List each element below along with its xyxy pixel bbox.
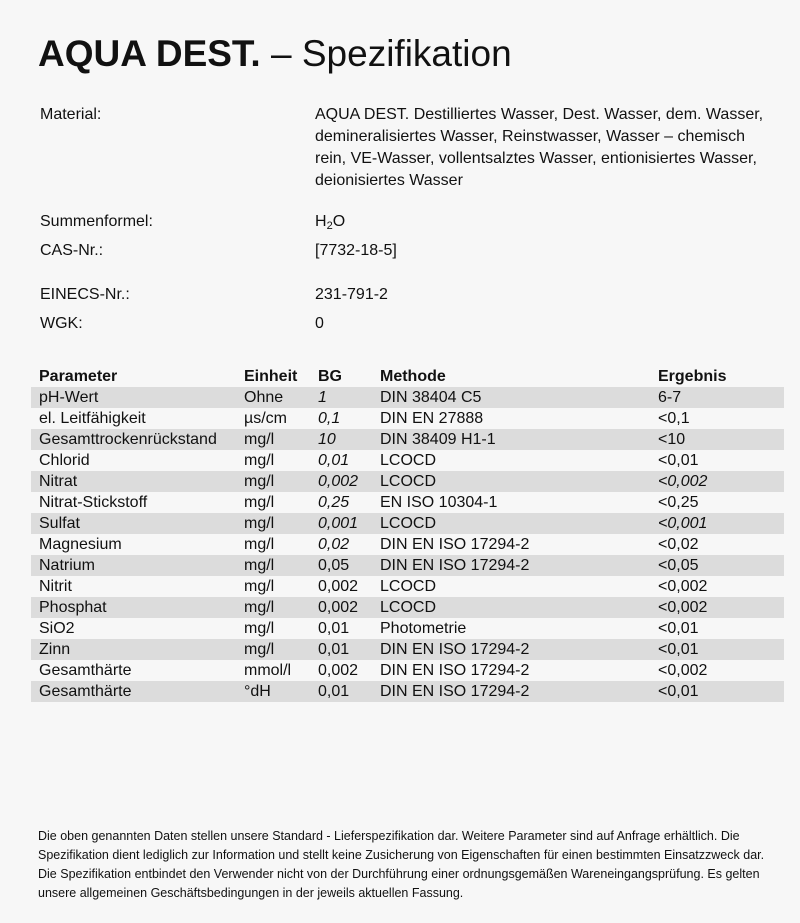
cell-unit: mg/l [244,494,275,511]
cell-unit: mg/l [244,431,275,448]
cell-parameter: Natrium [39,557,96,574]
table-row [31,450,784,471]
table-row [31,681,784,702]
header-bg: BG [318,367,342,385]
specification-table [31,365,784,702]
cell-unit: µs/cm [244,410,287,427]
cell-method: EN ISO 10304-1 [380,494,498,511]
table-row [31,618,784,639]
cell-bg: 0,002 [318,662,359,679]
cell-method: DIN EN ISO 17294-2 [380,536,530,553]
cell-bg: 0,01 [318,641,350,658]
header-result: Ergebnis [658,367,727,385]
cell-parameter: Zinn [39,641,71,658]
cell-bg: 10 [318,431,336,448]
cell-bg: 0,01 [318,683,350,700]
cell-parameter: Magnesium [39,536,122,553]
cell-unit: mg/l [244,641,275,658]
cell-result: <0,002 [658,599,708,616]
cell-bg: 0,002 [318,473,359,490]
cell-result: <10 [658,431,686,448]
cell-parameter: Chlorid [39,452,90,469]
cas-label: CAS-Nr.: [40,242,104,259]
table-row [31,492,784,513]
table-row [31,534,784,555]
page-title [38,30,512,78]
cell-result: <0,01 [658,641,699,658]
table-row [31,555,784,576]
cell-bg: 0,05 [318,557,350,574]
table-row [31,471,784,492]
cell-parameter: Gesamthärte [39,683,132,700]
formula-subscript: 2 [326,220,333,232]
material-value: AQUA DEST. Destilliertes Wasser, Dest. Wasser, dem. Wasser, demineralisiertes Wasser, Reinstwasser, Wasser – chemisch rein, VE-Wasser, vollentsalztes Wasser, entionisiertes Wasser, deionisiertes Wasser [315,106,764,189]
cell-bg: 0,1 [318,410,341,427]
cell-method: LCOCD [380,515,437,532]
cell-bg: 0,002 [318,578,359,595]
cell-result: <0,25 [658,494,699,511]
cell-result: <0,01 [658,683,699,700]
cell-method: LCOCD [380,452,437,469]
cell-result: <0,002 [658,662,708,679]
table-row [31,660,784,681]
title-product: AQUA DEST. [38,33,261,74]
cell-parameter: Sulfat [39,515,80,532]
cell-method: DIN EN ISO 17294-2 [380,662,530,679]
cell-method: DIN 38404 C5 [380,389,482,406]
cell-parameter: SiO2 [39,620,75,637]
cell-parameter: el. Leitfähigkeit [39,410,146,427]
cell-parameter: pH-Wert [39,389,99,406]
cell-bg: 0,01 [318,620,350,637]
cell-result: <0,02 [658,536,699,553]
cell-result: <0,1 [658,410,690,427]
cell-result: <0,001 [658,515,708,532]
cell-result: <0,05 [658,557,699,574]
cell-unit: mg/l [244,452,275,469]
formula-label: Summenformel: [40,213,153,230]
cell-unit: mg/l [244,578,275,595]
formula-value [315,211,775,233]
cell-result: <0,01 [658,620,699,637]
cell-bg: 0,002 [318,599,359,616]
header-unit: Einheit [244,367,298,385]
einecs-label: EINECS-Nr.: [40,286,130,303]
cell-bg: 1 [318,389,327,406]
table-row [31,387,784,408]
cell-result: 6-7 [658,389,682,406]
wgk-value: 0 [315,315,324,332]
formula-h: H [315,213,327,230]
cell-unit: mg/l [244,536,275,553]
cell-method: DIN EN ISO 17294-2 [380,641,530,658]
cell-method: LCOCD [380,473,437,490]
cell-bg: 0,001 [318,515,359,532]
cell-bg: 0,01 [318,452,350,469]
cell-parameter: Gesamthärte [39,662,132,679]
table-row [31,513,784,534]
table-row [31,408,784,429]
cell-unit: mg/l [244,473,275,490]
formula-o: O [332,213,346,230]
cell-parameter: Nitrat [39,473,78,490]
cell-method: DIN EN ISO 17294-2 [380,683,530,700]
table-row [31,429,784,450]
cell-parameter: Nitrat-Stickstoff [39,494,148,511]
cell-unit: Ohne [244,389,284,406]
table-row [31,597,784,618]
cell-parameter: Gesamttrockenrückstand [39,431,217,448]
cell-unit: mg/l [244,515,275,532]
cell-method: DIN EN ISO 17294-2 [380,557,530,574]
cell-bg: 0,02 [318,536,350,553]
header-parameter: Parameter [39,367,118,385]
einecs-value: 231-791-2 [315,286,388,303]
cell-bg: 0,25 [318,494,350,511]
cell-unit: mg/l [244,557,275,574]
wgk-label: WGK: [40,315,83,332]
disclaimer-text: Die oben genannten Daten stellen unsere Standard - Lieferspezifikation dar. Weitere Parameter sind auf Anfrage erhältlich. Die Spezifikation dient lediglich zur Information und stellt keine Zusicherung von Eigenschaften für einen bestimmten Einsatzzweck dar. Die Spezifikation entbindet den Verwender nicht von der Durchführung einer ordnungsgemäßen Wareneingangsprüfung. Es gelten unsere allgemeinen Geschäftsbedingungen in der jeweils aktuellen Fassung. [38,829,765,900]
cell-method: DIN EN 27888 [380,410,484,427]
cell-method: DIN 38409 H1-1 [380,431,496,448]
cell-parameter: Phosphat [39,599,107,616]
cell-method: LCOCD [380,599,437,616]
cell-method: Photometrie [380,620,467,637]
table-row [31,576,784,597]
title-suffix: – Spezifikation [271,33,512,74]
material-label: Material: [40,106,102,123]
cas-value: [7732-18-5] [315,242,397,259]
cell-unit: °dH [244,683,271,700]
cell-unit: mmol/l [244,662,292,679]
table-header-row [31,365,784,387]
cell-unit: mg/l [244,620,275,637]
table-row [31,639,784,660]
header-method: Methode [380,367,446,385]
cell-result: <0,01 [658,452,699,469]
cell-result: <0,002 [658,473,708,490]
cell-method: LCOCD [380,578,437,595]
cell-parameter: Nitrit [39,578,72,595]
cell-result: <0,002 [658,578,708,595]
cell-unit: mg/l [244,599,275,616]
